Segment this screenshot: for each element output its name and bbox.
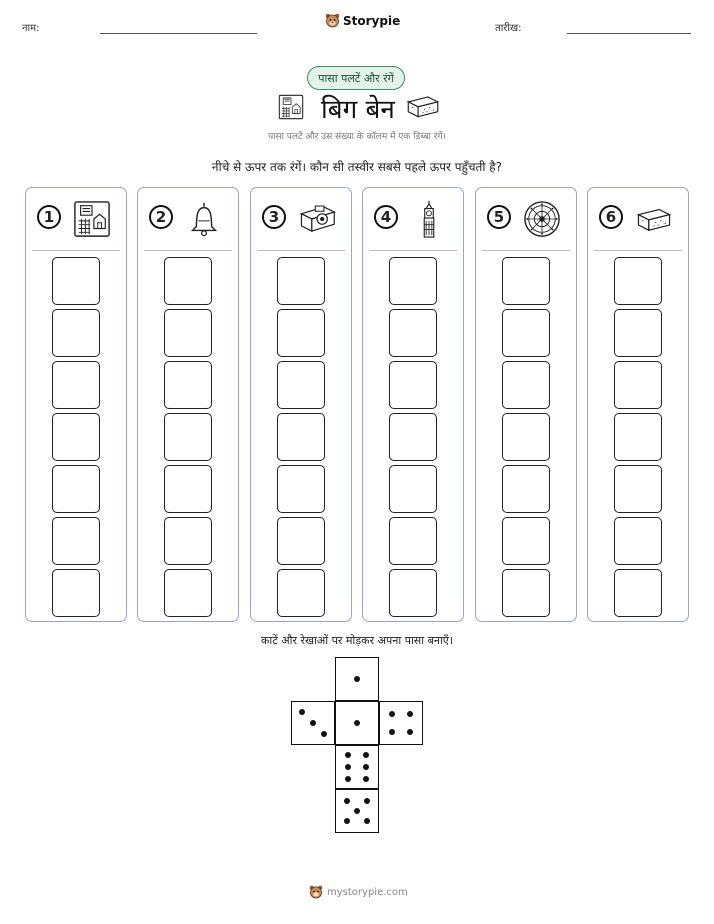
dice-pip — [354, 676, 360, 682]
footer — [309, 885, 408, 899]
rose-window-icon — [523, 200, 563, 240]
dice-pip — [363, 752, 369, 758]
dice-pip — [407, 711, 413, 717]
name-label: नाम: — [22, 23, 40, 34]
color-box[interactable] — [614, 413, 662, 461]
color-box[interactable] — [164, 569, 212, 617]
color-box[interactable] — [164, 361, 212, 409]
color-box[interactable] — [277, 361, 325, 409]
dice-pip — [364, 798, 370, 804]
column-number: 5 — [487, 205, 511, 229]
column-number: 4 — [374, 205, 398, 229]
bell-icon — [185, 200, 225, 240]
floor-plan-icon — [73, 200, 113, 240]
color-box[interactable] — [502, 517, 550, 565]
activity-tag: पासा पलटें और रंगें — [307, 66, 405, 90]
dice-pip — [354, 808, 360, 814]
dice-pip — [345, 752, 351, 758]
color-box[interactable] — [277, 465, 325, 513]
color-box[interactable] — [389, 517, 437, 565]
dice-pip — [310, 720, 316, 726]
bear-mascot-icon — [309, 885, 323, 899]
floor-plan-icon — [278, 94, 304, 120]
column-divider — [594, 250, 682, 251]
footer-url[interactable]: mystorypie.com — [327, 886, 408, 898]
dice-pip — [363, 776, 369, 782]
color-box[interactable] — [277, 309, 325, 357]
color-box[interactable] — [389, 569, 437, 617]
color-box[interactable] — [277, 569, 325, 617]
dice-pip — [364, 818, 370, 824]
color-box[interactable] — [614, 257, 662, 305]
bear-mascot-icon — [325, 13, 340, 28]
activity-title: बिग बेन — [321, 95, 395, 125]
stone-block-icon — [405, 92, 441, 120]
color-box[interactable] — [277, 257, 325, 305]
color-box[interactable] — [614, 465, 662, 513]
column-divider — [32, 250, 120, 251]
column-number: 2 — [149, 205, 173, 229]
dice-face-5 — [335, 789, 379, 833]
dice-column-4 — [362, 187, 464, 622]
instruction-text: पासा पलटें और उस संख्या के कॉलम में एक डिब्बा रंगें। — [268, 132, 446, 142]
dice-pip — [389, 729, 395, 735]
dice-column-5 — [475, 187, 577, 622]
dice-column-2 — [137, 187, 239, 622]
dice-pip — [344, 818, 350, 824]
column-number: 3 — [262, 205, 286, 229]
color-box[interactable] — [614, 517, 662, 565]
dice-column-6 — [587, 187, 689, 622]
dice-face-1 — [335, 701, 379, 745]
date-line[interactable] — [567, 33, 691, 34]
dice-column-1 — [25, 187, 127, 622]
dice-column-3 — [250, 187, 352, 622]
clock-mechanism-icon — [298, 200, 338, 240]
color-box[interactable] — [164, 413, 212, 461]
name-line[interactable] — [100, 33, 257, 34]
color-box[interactable] — [52, 569, 100, 617]
color-box[interactable] — [164, 465, 212, 513]
color-box[interactable] — [389, 361, 437, 409]
color-box[interactable] — [52, 413, 100, 461]
color-box[interactable] — [502, 257, 550, 305]
color-box[interactable] — [389, 413, 437, 461]
dice-face-3 — [291, 701, 335, 745]
dice-pip — [345, 764, 351, 770]
date-label: तारीख: — [495, 23, 522, 34]
color-box[interactable] — [389, 257, 437, 305]
color-box[interactable] — [614, 309, 662, 357]
question-text: नीचे से ऊपर तक रंगें। कौन सी तस्वीर सबसे पहले ऊपर पहुँचती है? — [211, 160, 503, 174]
column-number: 1 — [37, 205, 61, 229]
brand-logo — [325, 13, 400, 28]
color-box[interactable] — [164, 309, 212, 357]
color-box[interactable] — [502, 309, 550, 357]
color-box[interactable] — [164, 517, 212, 565]
color-box[interactable] — [52, 465, 100, 513]
color-box[interactable] — [52, 517, 100, 565]
color-box[interactable] — [52, 257, 100, 305]
color-box[interactable] — [277, 413, 325, 461]
dice-pip — [345, 776, 351, 782]
dice-face-1 — [335, 657, 379, 701]
dice-pip — [363, 764, 369, 770]
color-box[interactable] — [614, 569, 662, 617]
dice-face-6 — [335, 745, 379, 789]
color-box[interactable] — [389, 465, 437, 513]
dice-instruction: काटें और रेखाओं पर मोड़कर अपना पासा बनाएँ। — [260, 634, 454, 647]
color-box[interactable] — [164, 257, 212, 305]
clock-tower-icon — [410, 200, 450, 240]
dice-pip — [299, 709, 305, 715]
dice-pip — [354, 720, 360, 726]
brand-name: Storypie — [343, 13, 401, 28]
color-box[interactable] — [502, 361, 550, 409]
column-divider — [257, 250, 345, 251]
color-box[interactable] — [389, 309, 437, 357]
column-number: 6 — [599, 205, 623, 229]
color-box[interactable] — [52, 361, 100, 409]
stone-block-icon — [635, 200, 675, 240]
dice-face-4 — [379, 701, 423, 745]
column-divider — [144, 250, 232, 251]
color-box[interactable] — [502, 569, 550, 617]
dice-pip — [344, 798, 350, 804]
column-divider — [369, 250, 457, 251]
dice-pip — [321, 731, 327, 737]
color-box[interactable] — [502, 413, 550, 461]
color-box[interactable] — [52, 309, 100, 357]
color-box[interactable] — [277, 517, 325, 565]
dice-pip — [389, 711, 395, 717]
dice-pip — [407, 729, 413, 735]
color-box[interactable] — [502, 465, 550, 513]
color-box[interactable] — [614, 361, 662, 409]
column-divider — [482, 250, 570, 251]
